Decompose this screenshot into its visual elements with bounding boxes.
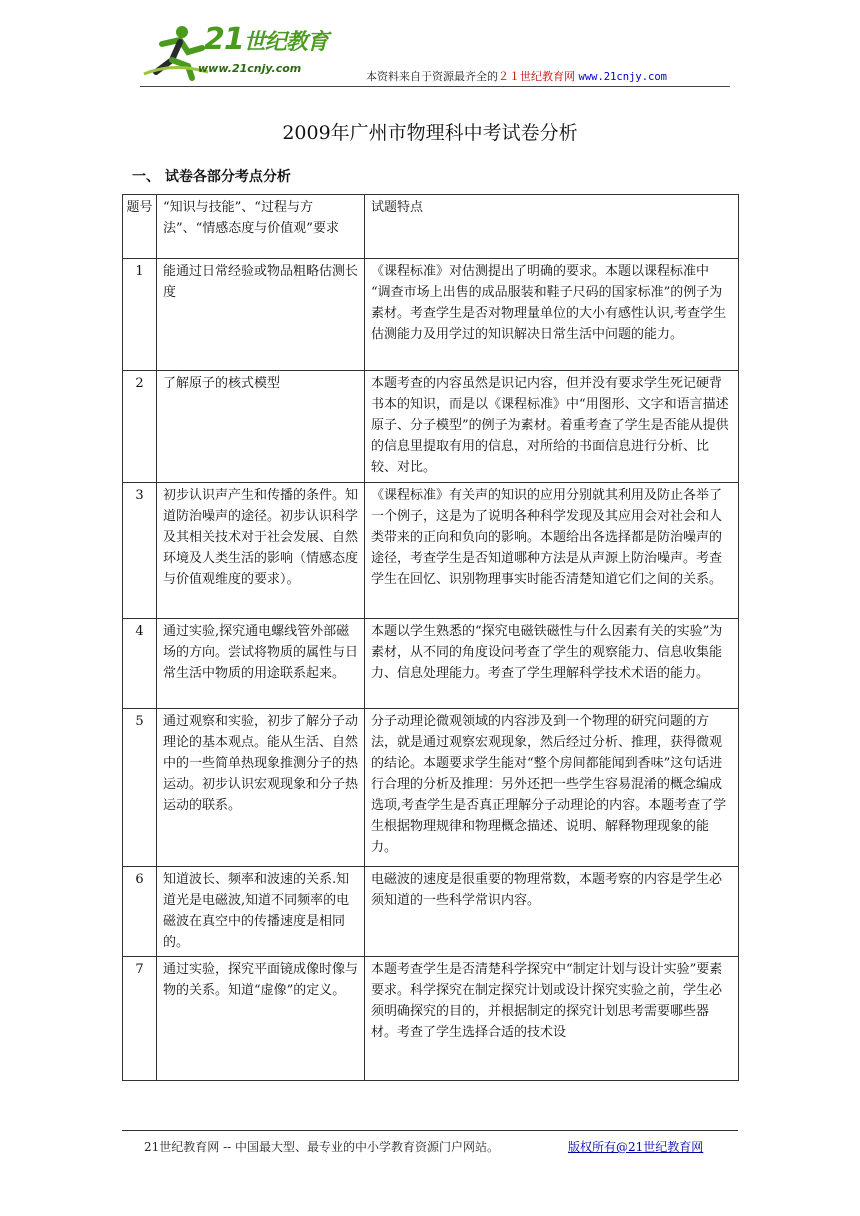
row-feature: 分子动理论微观领域的内容涉及到一个物理的研究问题的方法，就是通过观察宏观现象，然后经过分析、推理，获得微观的结论。本题要求学生能对“整个房间都能闻到香味”这句话进行合理的分析及推理：另外还把一些学生容易混淆的概念编成选项,考查学生是否真正理解分子动理论的内容。本题考查了学生根据物理规律和物理概念描述、说明、解释物理现象的能力。 bbox=[365, 709, 739, 867]
row-requirement: 了解原子的核式模型 bbox=[157, 371, 365, 483]
row-num: 5 bbox=[123, 709, 157, 867]
row-feature: 本题以学生熟悉的“探究电磁铁磁性与什么因素有关的实验”为素材，从不同的角度设问考查了学生的观察能力、信息收集能力、信息处理能力。考查了学生理解科学技术术语的能力。 bbox=[365, 619, 739, 709]
table-row bbox=[123, 259, 739, 371]
table-header-row bbox=[123, 195, 739, 259]
site-logo[interactable] bbox=[142, 22, 342, 82]
header-source-note bbox=[366, 68, 667, 84]
row-feature: 《课程标准》有关声的知识的应用分别就其利用及防止各举了一个例子，这是为了说明各种科学发现及其应用会对社会和人类带来的正向和负向的影响。本题给出各选择都是防治噪声的途径，考查学生是否知道哪种方法是从声源上防治噪声。考查学生在回忆、识别物理事实时能否清楚知道它们之间的关系。 bbox=[365, 483, 739, 619]
table-row bbox=[123, 957, 739, 1081]
row-requirement: 通过实验,探究通电螺线管外部磁场的方向。尝试将物质的属性与日常生活中物质的用途联系起来。 bbox=[157, 619, 365, 709]
header-divider bbox=[140, 86, 730, 87]
logo-url: www.21cnjy.com bbox=[198, 62, 302, 75]
footer-copyright-link[interactable]: 版权所有@21世纪教育网 bbox=[568, 1140, 704, 1154]
footer-divider bbox=[122, 1130, 738, 1131]
table-row bbox=[123, 709, 739, 867]
row-requirement: 通过观察和实验，初步了解分子动理论的基本观点。能从生活、自然中的一些简单热现象推测分子的热运动。初步认识宏观现象和分子热运动的联系。 bbox=[157, 709, 365, 867]
table-row bbox=[123, 483, 739, 619]
row-num: 3 bbox=[123, 483, 157, 619]
row-feature: 本题考查学生是否清楚科学探究中“制定计划与设计实验”要素要求。科学探究在制定探究计划或设计探究实验之前，学生必须明确探究的目的，并根据制定的探究计划思考需要哪些器材。考查了学生选择合适的技术设 bbox=[365, 957, 739, 1081]
header-requirement: “知识与技能”、“过程与方法”、“情感态度与价值观”要求 bbox=[157, 195, 365, 259]
row-num: 2 bbox=[123, 371, 157, 483]
header-feature: 试题特点 bbox=[365, 195, 739, 259]
row-num: 1 bbox=[123, 259, 157, 371]
table-row bbox=[123, 371, 739, 483]
row-feature: 《课程标准》对估测提出了明确的要求。本题以课程标准中 “调查市场上出售的成品服装和鞋子尺码的国家标准”的例子为素材。考查学生是否对物理量单位的大小有感性认识,考查学生估测能力及用学过的知识解决日常生活中问题的能力。 bbox=[365, 259, 739, 371]
table-row bbox=[123, 619, 739, 709]
section-title: 一、 试卷各部分考点分析 bbox=[132, 169, 291, 185]
row-requirement: 通过实验，探究平面镜成像时像与物的关系。知道“虚像”的定义。 bbox=[157, 957, 365, 1081]
row-requirement: 初步认识声产生和传播的条件。知道防治噪声的途径。初步认识科学及其相关技术对于社会发展、自然环境及人类生活的影响（情感态度与价值观维度的要求）。 bbox=[157, 483, 365, 619]
document-title: 2009年广州市物理科中考试卷分析 bbox=[282, 122, 578, 144]
row-feature: 本题考查的内容虽然是识记内容，但并没有要求学生死记硬背书本的知识，而是以《课程标准》中“用图形、文字和语言描述原子、分子模型”的例子为素材。着重考查了学生是否能从提供的信息里提取有用的信息，对所给的书面信息进行分析、比较、对比。 bbox=[365, 371, 739, 483]
row-num: 6 bbox=[123, 867, 157, 957]
page-footer bbox=[144, 1138, 704, 1155]
header-num: 题号 bbox=[123, 195, 157, 259]
exam-analysis-table bbox=[122, 194, 739, 1081]
table-row bbox=[123, 867, 739, 957]
row-requirement: 能通过日常经验或物品粗略估测长度 bbox=[157, 259, 365, 371]
row-requirement: 知道波长、频率和波速的关系.知道光是电磁波,知道不同频率的电磁波在真空中的传播速度是相同的。 bbox=[157, 867, 365, 957]
header-note-url[interactable]: www.21cnjy.com bbox=[578, 71, 668, 83]
row-num: 4 bbox=[123, 619, 157, 709]
row-feature: 电磁波的速度是很重要的物理常数，本题考察的内容是学生必须知道的一些科学常识内容。 bbox=[365, 867, 739, 957]
footer-text: 21世纪教育网 -- 中国最大型、最专业的中小学教育资源门户网站。 bbox=[144, 1140, 500, 1154]
row-num: 7 bbox=[123, 957, 157, 1081]
logo-wordmark: 21世纪教育 bbox=[204, 22, 328, 57]
header-note-prefix: 本资料来自于资源最齐全的 bbox=[366, 70, 498, 83]
header-note-site[interactable]: ２１世纪教育网 bbox=[498, 70, 575, 83]
page-header bbox=[0, 0, 860, 90]
